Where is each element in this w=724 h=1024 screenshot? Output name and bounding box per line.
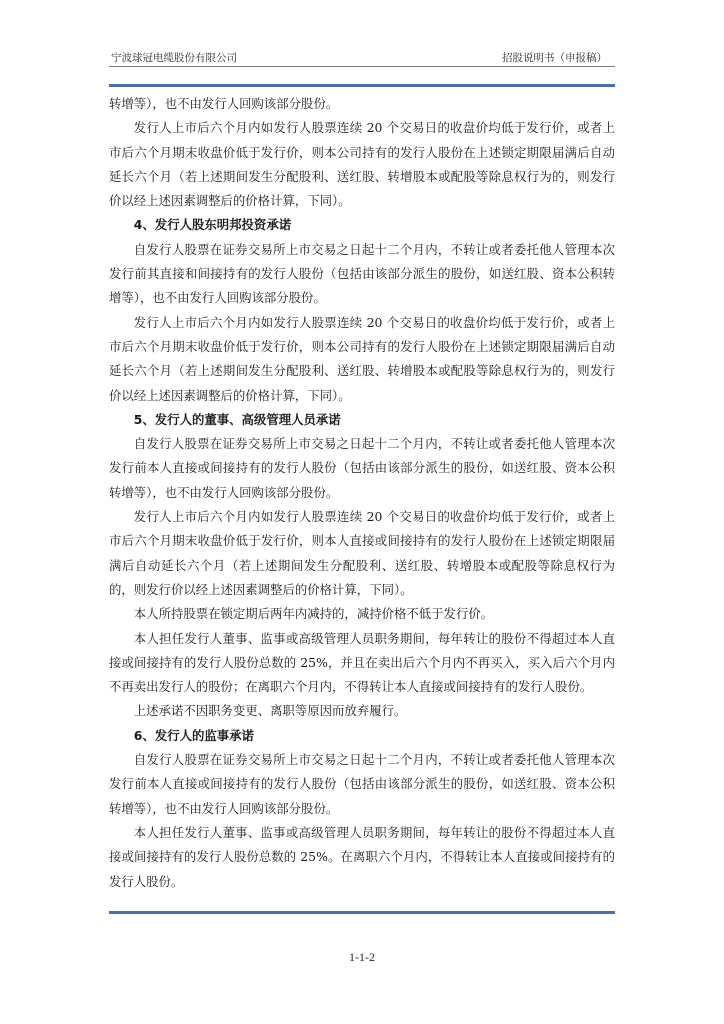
header-divider — [109, 66, 615, 67]
paragraph: 本人所持股票在锁定期后两年内减持的，减持价格不低于发行价。 — [133, 606, 494, 622]
section-heading: 5、发行人的董事、高级管理人员承诺 — [133, 411, 341, 427]
bottom-accent-rule — [109, 911, 615, 914]
paragraph: 本人担任发行人董事、监事或高级管理人员职务期间，每年转让的股份不得超过本人直接或间接持有的发行人股份总数的 25%，并且在卖出后六个月内不再买入，买入后六个月内不再卖出发行人的股份；在离职六个月内，不得转让本人直接或间接持有的发行人股份。 — [109, 630, 615, 695]
section-heading: 6、发行人的监事承诺 — [133, 727, 254, 743]
page-header — [109, 50, 615, 66]
document-body — [109, 92, 615, 894]
section-heading: 4、发行人股东明邦投资承诺 — [133, 217, 292, 233]
company-name: 宁波球冠电缆股份有限公司 — [111, 52, 237, 64]
top-accent-rule — [109, 84, 615, 87]
page-number: 1-1-2 — [349, 950, 375, 964]
paragraph: 自发行人股票在证券交易所上市交易之日起十二个月内，不转让或者委托他人管理本次发行前本人直接或间接持有的发行人股份（包括由该部分派生的股份，如送红股、资本公积转增等），也不由发行人回购该部分股份。 — [109, 436, 615, 500]
paragraph: 自发行人股票在证券交易所上市交易之日起十二个月内，不转让或者委托他人管理本次发行前其直接和间接持有的发行人股份（包括由该部分派生的股份，如送红股、资本公积转增等），也不由发行人回购该部分股份。 — [109, 241, 615, 306]
paragraph: 发行人上市后六个月内如发行人股票连续 20 个交易日的收盘价均低于发行价，或者上市后六个月期末收盘价低于发行价，则本公司持有的发行人股份在上述锁定期限届满后自动延长六个月（若上述期间发生分配股利、送红股、转增股本或配股等除息权行为的，则发行价以经上述因素调整后的价格计算，下同）。 — [109, 120, 615, 209]
paragraph: 转增等），也不由发行人回购该部分股份。 — [109, 96, 339, 111]
document-title: 招股说明书（申报稿） — [502, 52, 607, 64]
paragraph: 本人担任发行人董事、监事或高级管理人员职务期间，每年转让的股份不得超过本人直接或间接持有的发行人股份总数的 25%。在离职六个月内，不得转让本人直接或间接持有的发行人股份。 — [109, 824, 615, 889]
paragraph: 发行人上市后六个月内如发行人股票连续 20 个交易日的收盘价均低于发行价，或者上市后六个月期末收盘价低于发行价，则本公司持有的发行人股份在上述锁定期限届满后自动延长六个月（若上述期间发生分配股利、送红股、转增股本或配股等除息权行为的，则发行价以经上述因素调整后的价格计算，下同）。 — [109, 314, 615, 403]
paragraph: 上述承诺不因职务变更、离职等原因而放弃履行。 — [133, 703, 407, 719]
paragraph: 发行人上市后六个月内如发行人股票连续 20 个交易日的收盘价均低于发行价，或者上市后六个月期末收盘价低于发行价，则本人直接或间接持有的发行人股份在上述锁定期限届满后自动延长六个月（若上述期间发生分配股利、送红股、转增股本或配股等除息权行为的，则发行价以经上述因素调整后的价格计算，下同）。 — [109, 509, 615, 597]
paragraph: 自发行人股票在证券交易所上市交易之日起十二个月内，不转让或者委托他人管理本次发行前本人直接或间接持有的发行人股份（包括由该部分派生的股份，如送红股、资本公积转增等），也不由发行人回购该部分股份。 — [109, 752, 615, 816]
